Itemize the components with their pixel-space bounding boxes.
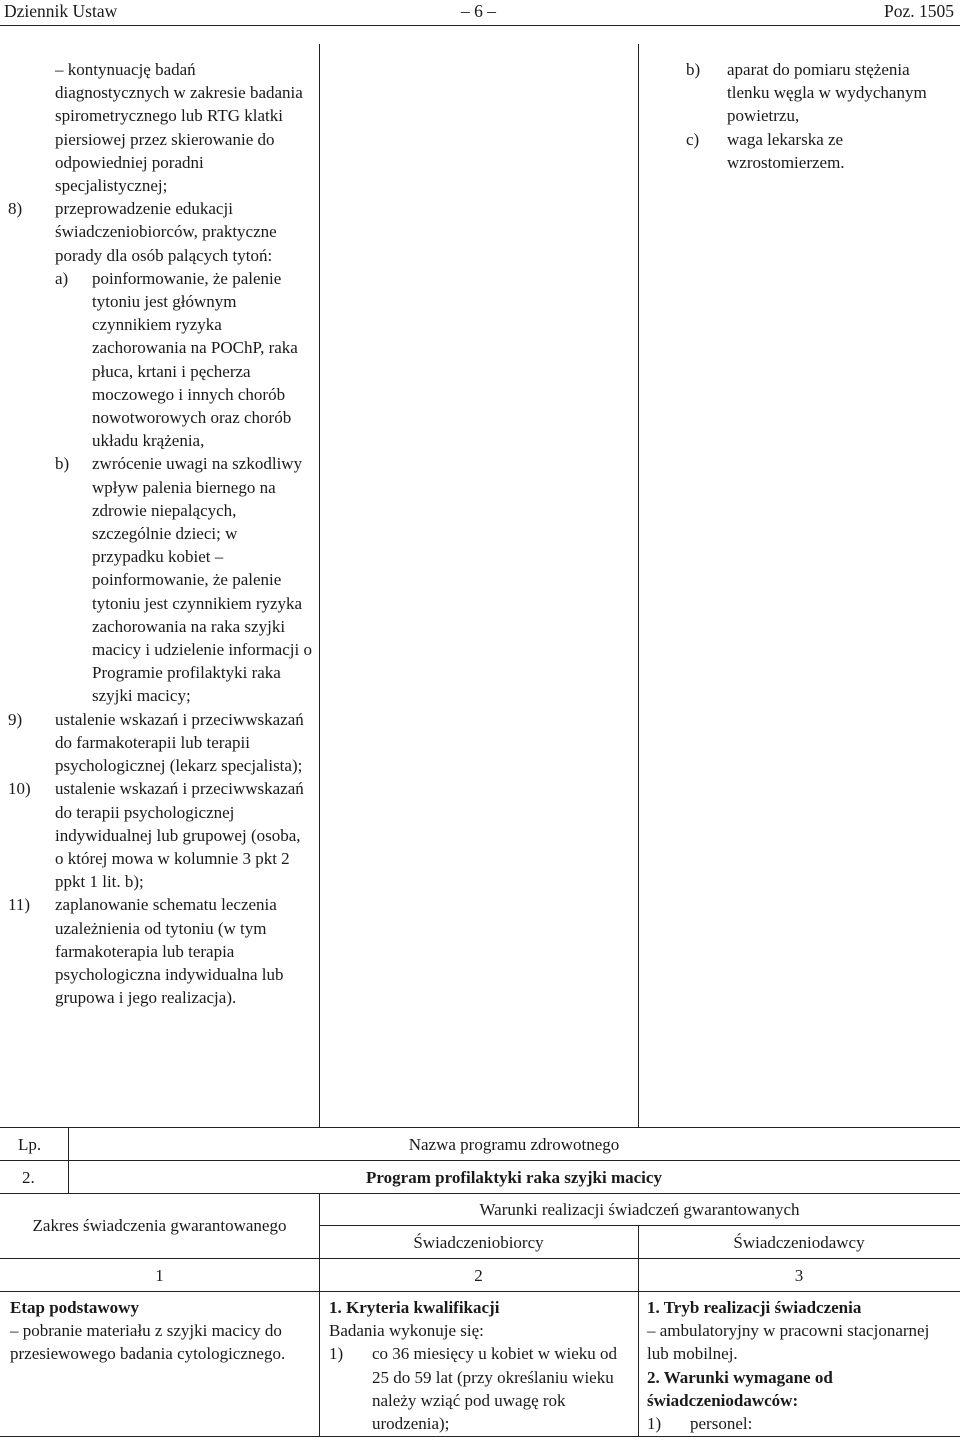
column-divider-2 <box>638 44 639 1127</box>
column-number-2: 2 <box>474 1266 483 1285</box>
mode-description: – ambulatoryjny w pracowni stacjonarnej lub mobilnej. <box>647 1321 930 1364</box>
providers-cell <box>647 1296 949 1435</box>
journal-title: Dziennik Ustaw <box>4 1 118 21</box>
program-name: Program profilaktyki raka szyjki macicy <box>366 1168 662 1187</box>
stage-title: Etap podstawowy <box>10 1298 139 1317</box>
list-item: 10) ustalenie wskazań i przeciwwskazań do terapii psychologicznej indywidualnej lub grupowej (osoba, o której mowa w kolumnie 3 pkt 2 ppkt 1 lit. b); <box>8 779 304 892</box>
position-number: Poz. 1505 <box>884 1 954 21</box>
list-item: 9) ustalenie wskazań i przeciwwskazań do farmakoterapii lub terapii psychologicznej (lekarz specjalista); <box>8 709 304 776</box>
list-item: c) waga lekarska ze wzrostomierzem. <box>686 129 845 172</box>
beneficiaries-cell <box>329 1296 631 1435</box>
list-item: a) poinformowanie, że palenie tytoniu jest głównym czynnikiem ryzyka zachorowania na POChP, raka płuca, krtani i pęcherza moczowego i innych chorób nowotworowych oraz chorób układu krążenia, <box>55 268 298 451</box>
stage-description: – pobranie materiału z szyjki macicy do przesiewowego badania cytologicznego. <box>10 1321 286 1364</box>
list-item: 1) co 36 miesięcy u kobiet w wieku od 25 do 59 lat (przy określaniu wieku należy wziąć pod uwagę rok urodzenia); <box>329 1344 618 1434</box>
column-divider-1 <box>319 1193 320 1437</box>
list-item: 8) przeprowadzenie edukacji świadczeniobiorców, praktyczne porady dla osób palących tytoń: <box>8 199 277 265</box>
providers-column-continued <box>686 58 950 174</box>
column-divider-2 <box>638 1225 639 1437</box>
list-item: b) zwrócenie uwagi na szkodliwy wpływ palenia biernego na zdrowie niepalących, szczególnie dzieci; w przypadku kobiet – poinformowanie, że palenie tytoniu jest czynnikiem ryzyka zachorowania na raka szyjki macicy i udzielenie informacji o Programie profilaktyki raka szyjki macicy; <box>55 454 312 706</box>
scope-cell <box>10 1296 310 1366</box>
lp-label: Lp. <box>18 1135 42 1154</box>
qualification-intro: Badania wykonuje się: <box>329 1321 484 1341</box>
column-header-providers: Świadczeniodawcy <box>733 1233 865 1252</box>
table-rule <box>0 1193 960 1194</box>
mode-title: 1. Tryb realizacji świadczenia <box>647 1298 862 1317</box>
list-item: 11) zaplanowanie schematu leczenia uzależnienia od tytoniu (w tym farmakoterapia lub terapia psychologiczna indywidualna lub grupowa i jego realizacja). <box>8 895 284 1008</box>
requirements-title: 2. Warunki wymagane od świadczeniodawców: <box>647 1367 833 1410</box>
column-header-scope: Zakres świadczenia gwarantowanego <box>32 1216 287 1235</box>
page-header <box>0 0 960 26</box>
lp-value: 2. <box>22 1168 35 1187</box>
column-header-conditions: Warunki realizacji świadczeń gwarantowanych <box>479 1200 800 1219</box>
list-item: b) aparat do pomiaru stężenia tlenku węgla w wydychanym powietrzu, <box>686 60 927 126</box>
column-number-1: 1 <box>155 1266 164 1285</box>
qualification-title: 1. Kryteria kwalifikacji <box>329 1298 500 1317</box>
table-rule <box>0 1291 960 1292</box>
col1-intro: – kontynuację badań diagnostycznych w zakresie badania spirometrycznego lub RTG klatki piersiowej przez skierowanie do odpowiedniej poradni specjalistycznej; <box>55 60 303 196</box>
table-rule <box>0 1436 960 1437</box>
column-number-3: 3 <box>794 1266 804 1285</box>
table-rule <box>0 1160 960 1161</box>
table-rule <box>0 1127 960 1128</box>
table-rule <box>0 1258 960 1259</box>
table-rule <box>319 1225 960 1226</box>
column-header-beneficiaries: Świadczeniobiorcy <box>413 1233 544 1252</box>
list-item: 1) personel: <box>647 1414 753 1434</box>
header-rule <box>0 25 960 26</box>
scope-column-continued <box>8 58 313 1009</box>
program-name-label: Nazwa programu zdrowotnego <box>408 1135 620 1154</box>
column-divider-1 <box>319 44 320 1127</box>
page-number: – 6 – <box>461 1 496 21</box>
